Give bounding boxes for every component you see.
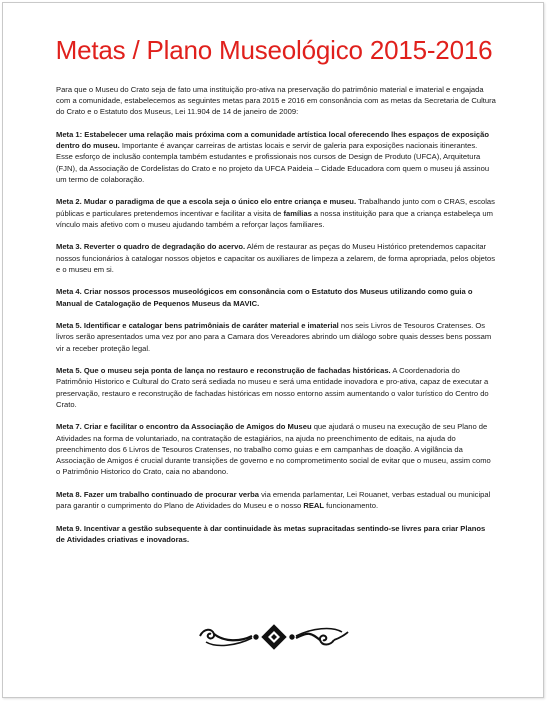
goal-body: via emenda parlamentar, Lei Rouanet, verbas estadual ou municipal para garantir o cumprimento do Plano de Atividades do Museu e o nosso [56,489,491,511]
goal-body-emphasis: famílias [283,208,312,218]
goal-body-emphasis: REAL [303,501,325,511]
goal-body: A Coordenadoria do Patrimônio Historico e Cultural do Crato será sediada no museu e será uma entidade inovadora e pro-ativa, capaz de executar a preservação, restauro e reconstrução de fachadas históricas em nosso entorno assim aumentando o valor turístico do Centro do Crato. [56,366,489,409]
goal-paragraph-6 [56,365,496,410]
goal-body: Além de restaurar as peças do Museu Histórico pretendemos capacitar nossos funcionários à catalogar nossos objetos e capacitar os auxiliares de limpeza a zelarem, de forma apropriada, pelos objetos e o museu em si. [56,242,495,274]
goal-body: que ajudará o museu na execução de seu Plano de Atividades na forma de voluntariado, na contratação de estagiários, na ajuda no preenchimento de editais, na ajuda do preenchimento dos 6 Livros de Tesouros Cratenses, no trabalho como guias e em campanhas de doação. A vigilância da Associação de Amigos é crucial durante transições de governo e no comprometimento social de evitar que o museu, assim como o Patrimônio Historico do Crato, caia no abandono. [56,422,491,477]
goal-paragraph-2 [56,196,496,230]
goal-paragraph-4 [56,286,496,308]
goal-heading: Meta 2. Mudar o paradigma de que a escola seja o único elo entre criança e museu. [56,197,357,207]
goal-heading: Meta 4. Criar nossos processos museológicos em consonância com o Estatuto dos Museus utilizando como guia o Manual de Catalogação de Pequenos Museus da MAVIC. [56,287,473,308]
goal-paragraph-9 [56,523,496,545]
goal-paragraph-3 [56,241,496,275]
document-body [56,84,496,556]
goal-body: a nossa instituição para que a criança estabeleça um vínculo mais afetivo com o museu ajudando também a reforçar laços familiares. [56,208,493,229]
goal-heading: Meta 5. Que o museu seja ponta de lança no restauro e reconstrução de fachadas históricas. [56,366,391,376]
goal-heading: Meta 7. Criar e facilitar o encontro da Associação de Amigos do Museu [56,422,312,432]
page-title: Metas / Plano Museológico 2015-2016 [55,35,493,65]
goal-heading: Meta 1: Estabelecer uma relação mais próxima com a comunidade artística local oferecendo lhes espaços de exposição dentro do museu. [56,130,490,151]
goal-heading: Meta 9. Incentivar a gestão subsequente à dar continuidade às metas supracitadas sentindo-se livres para criar Planos de Atividades criativas e inovadoras. [56,523,486,544]
goal-paragraph-1 [56,129,496,185]
goal-body: nos seis Livros de Tesouros Cratenses. Os livros serão apresentados uma vez por ano para a Camara dos Vereadores abrindo um diálogo sobre quais desses bens possam vir a receber proteção legal. [56,321,492,353]
goal-body: funcionamento. [324,501,379,511]
goal-paragraph-8 [56,489,496,511]
goal-paragraph-7 [56,421,496,477]
goal-paragraph-5 [56,320,496,354]
goal-body: Trabalhando junto com o CRAS, escolas públicas e particulares pretendemos incentivar e facilitar a visita de [56,197,495,218]
goal-heading: Meta 8. Fazer um trabalho continuado de procurar verba [56,489,259,499]
decorative-flourish-icon [196,622,352,652]
goal-heading: Meta 3. Reverter o quadro de degradação do acervo. [56,242,246,252]
goal-heading: Meta 5. Identificar e catalogar bens patrimôniais de caráter material e imaterial [56,321,339,331]
intro-paragraph: Para que o Museu do Crato seja de fato uma instituição pro-ativa na preservação do patrimônio material e imaterial e engajada com a comunidade, estabelecemos as seguintes metas para 2015 e 2016 em consonância com as metas da Secretaria de Cultura do Crato e o Estatuto dos Museus, Lei 11.904 de 14 de janeiro de 2009: [56,85,496,117]
goal-body: Importante é avançar carreiras de artistas locais e servir de galeria para exposições nacionais itinerantes. Esse esforço de inclusão contempla também estudantes e profissionais nos cursos de Design de Produto (UFCA), Arquitetura (FJN), da Associação de Cordelistas do Crato e no projeto da UFCA Paideia – Cidade Educadora com quem o museu já assinou um termo de colaboração. [56,141,490,184]
